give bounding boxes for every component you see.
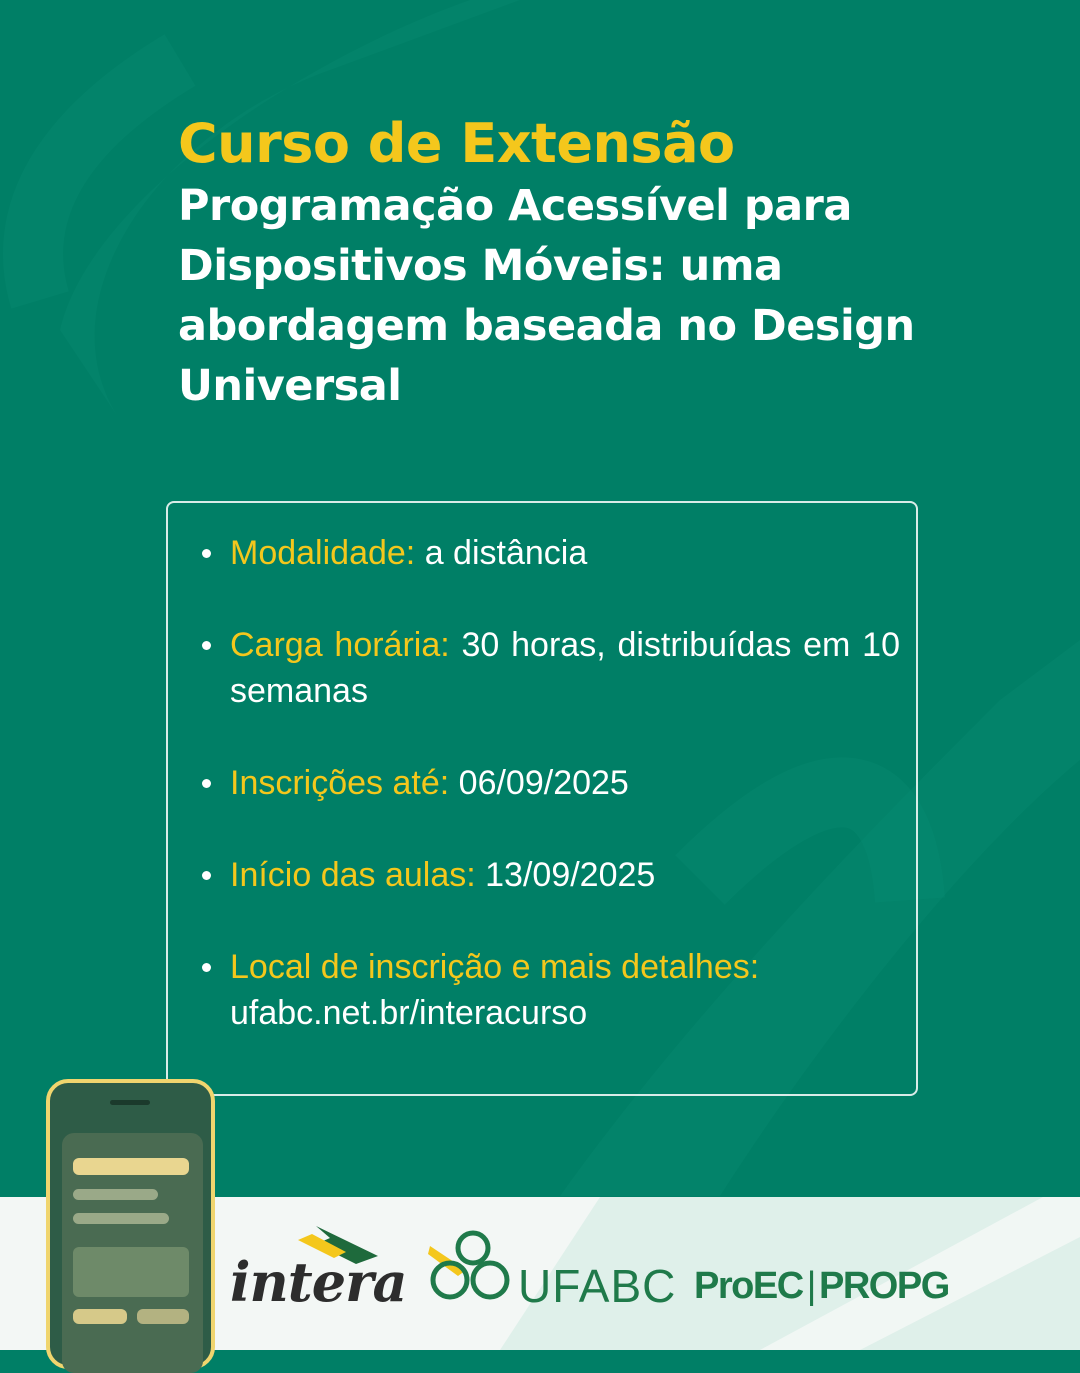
info-value: a distância <box>415 534 588 572</box>
registration-link[interactable]: ufabc.net.br/interacurso <box>230 994 588 1032</box>
info-value: 30 horas, distribuídas em 10 semanas <box>230 626 900 710</box>
phone-screen-block <box>73 1247 189 1297</box>
proec-propg-logo <box>694 1262 949 1310</box>
phone-speaker <box>110 1100 150 1105</box>
info-item-local <box>230 944 900 1036</box>
proec-text: ProEC <box>694 1265 803 1307</box>
info-label: Início das aulas: <box>230 856 476 894</box>
info-item-inicio <box>230 852 900 898</box>
info-value: 13/09/2025 <box>475 856 656 894</box>
info-item-modalidade <box>230 530 900 576</box>
info-item-carga-horaria <box>230 622 900 714</box>
ufabc-logo-text: UFABC <box>518 1260 677 1312</box>
phone-screen <box>62 1133 203 1373</box>
intera-logo-text: intera <box>230 1250 407 1314</box>
phone-illustration-icon <box>46 1079 215 1369</box>
phone-screen-line <box>73 1189 158 1200</box>
course-info-box <box>166 501 918 1096</box>
info-label: Carga horária: <box>230 626 450 664</box>
course-type-heading: Curso de Extensão <box>178 112 735 175</box>
info-label: Inscrições até: <box>230 764 450 802</box>
phone-screen-line <box>73 1213 169 1224</box>
ufabc-logo-icon <box>428 1228 518 1308</box>
phone-screen-button <box>73 1309 127 1324</box>
info-value: 06/09/2025 <box>449 764 629 802</box>
phone-screen-bar <box>73 1158 189 1175</box>
course-title: Programação Acessível para Dispositivos Móveis: uma abordagem baseada no Design Universal <box>178 181 915 411</box>
propg-text: PROPG <box>819 1265 949 1307</box>
info-label: Modalidade: <box>230 534 416 572</box>
phone-screen-button <box>137 1309 189 1324</box>
title-block <box>178 112 938 416</box>
info-item-inscricoes <box>230 760 900 806</box>
info-label: Local de inscrição e mais detalhes: <box>230 948 760 986</box>
logo-separator: | <box>806 1265 816 1307</box>
